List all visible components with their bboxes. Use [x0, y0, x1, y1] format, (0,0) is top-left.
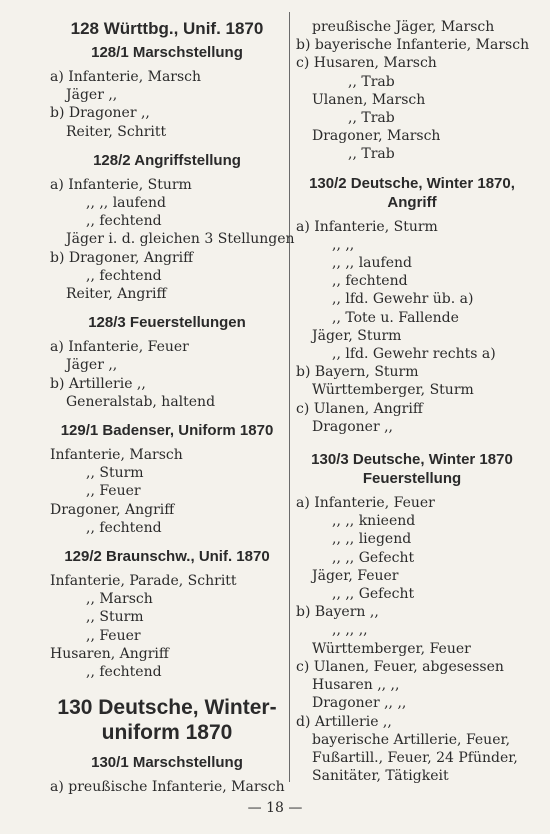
section-heading: 130/3 Deutsche, Winter 1870: [311, 451, 513, 469]
list-item: a) preußische Infanterie, Marsch: [50, 779, 285, 796]
list-item: Dragoner, Marsch: [312, 128, 441, 145]
list-item: Jäger ,,: [66, 357, 118, 374]
entry-list: [50, 338, 284, 411]
list-item: b) Artillerie ,,: [50, 375, 146, 392]
list-item: ,, fechtend: [86, 664, 162, 681]
subsection-heading: 128/1 Marschstellung: [91, 44, 243, 61]
list-item: ,, Feuer: [86, 483, 141, 500]
list-item: a) Infanterie, Sturm: [296, 218, 438, 235]
section-heading: 130/2 Deutsche, Winter 1870,: [309, 174, 515, 192]
entry-list: [50, 778, 284, 796]
list-item: Jäger i. d. gleichen 3 Stellungen: [66, 231, 295, 248]
list-item: a) Infanterie, Feuer: [50, 339, 189, 356]
list-item: b) Bayern, Sturm: [296, 364, 419, 381]
list-item: ,, Trab: [348, 73, 395, 90]
list-item: b) Dragoner, Angriff: [50, 249, 194, 266]
list-item: Jäger, Feuer: [312, 567, 399, 584]
section-heading: 128 Württbg., Unif. 1870: [70, 19, 264, 38]
list-item: Husaren, Angriff: [50, 645, 169, 662]
left-column: [50, 18, 295, 796]
list-item: ,, Trab: [348, 146, 395, 163]
list-item: ,, ,, laufend: [332, 255, 412, 272]
list-item: b) Bayern ,,: [296, 604, 379, 621]
list-item: Infanterie, Parade, Schritt: [50, 573, 237, 590]
list-item: c) Ulanen, Feuer, abgesessen: [296, 658, 504, 675]
list-item: bayerische Artillerie, Feuer,: [312, 731, 511, 748]
column-divider: [289, 12, 290, 782]
entry-list: [296, 218, 528, 436]
list-item: Husaren ,, ,,: [312, 677, 400, 694]
subsection-heading: 128/2 Angriffstellung: [93, 151, 241, 169]
section-heading: 129/2 Braunschw., Unif. 1870: [64, 548, 270, 566]
entry-list: [50, 572, 284, 681]
list-item: b) Dragoner ,,: [50, 105, 150, 122]
list-item: ,, Trab: [348, 110, 395, 127]
list-item: ,, Sturm: [86, 465, 144, 482]
entry-list: [50, 446, 284, 537]
list-item: ,, Tote u. Fallende: [332, 309, 459, 326]
entry-list: [50, 176, 295, 303]
list-item: Ulanen, Marsch: [312, 91, 426, 108]
list-item: a) Infanterie, Feuer: [296, 495, 435, 512]
section-heading: 129/1 Badenser, Uniform 1870: [60, 422, 274, 440]
list-item: Reiter, Angriff: [66, 286, 167, 303]
list-item: Infanterie, Marsch: [50, 447, 183, 464]
list-item: Jäger ,,: [66, 87, 118, 104]
right-column: [296, 18, 528, 785]
list-item: ,, ,,: [332, 236, 355, 253]
list-item: ,, Feuer: [86, 627, 141, 644]
list-item: Dragoner ,, ,,: [312, 695, 407, 712]
page-number: — 18 —: [247, 800, 303, 816]
list-item: Dragoner ,,: [312, 418, 393, 435]
list-item: Reiter, Schritt: [66, 123, 167, 140]
list-item: preußische Jäger, Marsch: [312, 19, 495, 35]
list-item: Württemberger, Feuer: [312, 640, 471, 657]
entry-list: [50, 68, 284, 141]
list-item: a) Infanterie, Marsch: [50, 69, 202, 85]
entry-list: [296, 18, 528, 164]
list-item: Generalstab, haltend: [66, 393, 216, 410]
list-item: ,, fechtend: [86, 213, 162, 230]
list-item: b) bayerische Infanterie, Marsch: [296, 37, 530, 54]
list-item: Württemberger, Sturm: [312, 382, 474, 399]
list-item: ,, lfd. Gewehr üb. a): [332, 291, 474, 308]
section-heading: Feuerstellung: [362, 470, 462, 488]
list-item: Dragoner, Angriff: [50, 501, 175, 518]
list-item: Sanitäter, Tätigkeit: [312, 768, 449, 785]
list-item: ,, Sturm: [86, 609, 144, 626]
list-item: a) Infanterie, Sturm: [50, 176, 192, 193]
list-item: ,, lfd. Gewehr rechts a): [332, 346, 496, 363]
list-item: ,, fechtend: [86, 519, 162, 536]
list-item: ,, Marsch: [86, 591, 153, 608]
section-heading: Angriff: [387, 193, 437, 211]
list-item: ,, ,, liegend: [332, 531, 412, 548]
list-item: d) Artillerie ,,: [296, 713, 392, 730]
list-item: c) Husaren, Marsch: [296, 55, 437, 72]
subsection-heading: 128/3 Feuerstellungen: [88, 314, 246, 332]
list-item: c) Ulanen, Angriff: [296, 400, 423, 417]
chapter-heading: uniform 1870: [101, 721, 233, 745]
chapter-heading: 130 Deutsche, Winter-: [57, 696, 277, 720]
list-item: Fußartill., Feuer, 24 Pfünder,: [312, 749, 518, 766]
list-item: ,, ,, ,,: [332, 622, 368, 639]
entry-list: [296, 494, 528, 785]
list-item: ,, fechtend: [86, 267, 162, 284]
subsection-heading: 130/1 Marschstellung: [91, 754, 243, 772]
list-item: ,, fechtend: [332, 273, 408, 290]
list-item: ,, ,, Gefecht: [332, 549, 415, 566]
list-item: ,, ,, laufend: [86, 195, 166, 212]
list-item: ,, ,, knieend: [332, 513, 416, 530]
list-item: ,, ,, Gefecht: [332, 586, 415, 603]
list-item: Jäger, Sturm: [312, 327, 402, 344]
